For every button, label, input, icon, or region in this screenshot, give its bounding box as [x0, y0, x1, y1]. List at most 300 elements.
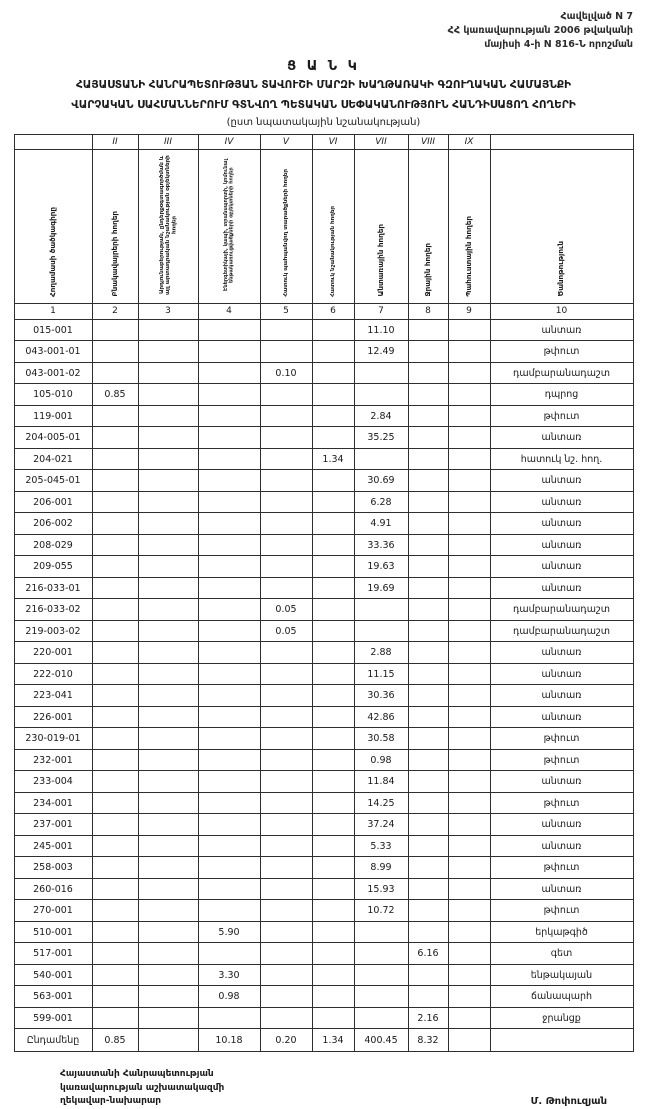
row-value-5	[260, 771, 312, 793]
row-value-3	[138, 620, 198, 642]
row-value-8	[408, 728, 448, 750]
row-value-4	[198, 814, 260, 836]
row-value-5: 0.05	[260, 620, 312, 642]
row-value-3	[138, 921, 198, 943]
row-value-8	[408, 771, 448, 793]
row-value-4	[198, 341, 260, 363]
row-value-8	[408, 362, 448, 384]
row-code: 223-041	[14, 685, 92, 707]
row-value-8: 2.16	[408, 1007, 448, 1029]
table-row	[14, 986, 633, 1008]
total-c7: 400.45	[354, 1029, 408, 1052]
signature-role-line-3: ղեկավար-նախարար	[60, 1096, 162, 1107]
total-c4: 10.18	[198, 1029, 260, 1052]
row-value-2	[92, 341, 138, 363]
row-value-5	[260, 513, 312, 535]
table-row	[14, 685, 633, 707]
row-note: անտառ	[490, 706, 633, 728]
row-note: երկաթգիծ	[490, 921, 633, 943]
row-note: թփուտ	[490, 792, 633, 814]
table-row	[14, 513, 633, 535]
row-value-7	[354, 620, 408, 642]
row-value-2	[92, 448, 138, 470]
row-value-7	[354, 921, 408, 943]
table-row	[14, 706, 633, 728]
header-cell-industry	[138, 149, 198, 303]
row-code: 204-021	[14, 448, 92, 470]
roman-cell-8: VIII	[408, 134, 448, 149]
header-cell-energy	[198, 149, 260, 303]
table-roman-row	[14, 134, 633, 149]
row-value-4	[198, 878, 260, 900]
row-value-6	[312, 556, 354, 578]
row-value-8	[408, 835, 448, 857]
row-value-7	[354, 599, 408, 621]
row-code: 206-002	[14, 513, 92, 535]
row-value-8	[408, 986, 448, 1008]
row-value-3	[138, 642, 198, 664]
row-value-3	[138, 513, 198, 535]
row-value-6: 1.34	[312, 448, 354, 470]
row-value-6	[312, 728, 354, 750]
row-value-2	[92, 405, 138, 427]
header-cell-note	[490, 149, 633, 303]
row-value-6	[312, 384, 354, 406]
row-value-4	[198, 534, 260, 556]
row-code: 119-001	[14, 405, 92, 427]
row-value-2	[92, 534, 138, 556]
colnum-1: 1	[14, 303, 92, 319]
header-cell-settlement	[92, 149, 138, 303]
row-value-8	[408, 749, 448, 771]
row-value-8	[408, 384, 448, 406]
row-value-5	[260, 835, 312, 857]
row-value-6	[312, 814, 354, 836]
row-value-9	[448, 1007, 490, 1029]
row-value-8	[408, 491, 448, 513]
row-value-5	[260, 1007, 312, 1029]
row-value-3	[138, 362, 198, 384]
table-row	[14, 642, 633, 664]
row-value-2	[92, 577, 138, 599]
row-value-2	[92, 792, 138, 814]
row-value-9	[448, 900, 490, 922]
row-value-9	[448, 835, 490, 857]
row-value-7: 4.91	[354, 513, 408, 535]
row-value-4	[198, 556, 260, 578]
row-value-4	[198, 620, 260, 642]
row-value-9	[448, 577, 490, 599]
row-value-2	[92, 835, 138, 857]
row-value-3	[138, 556, 198, 578]
row-value-2	[92, 362, 138, 384]
row-value-9	[448, 534, 490, 556]
row-note: անտառ	[490, 491, 633, 513]
row-code: 043-001-02	[14, 362, 92, 384]
row-value-3	[138, 986, 198, 1008]
row-value-4	[198, 513, 260, 535]
row-value-4: 0.98	[198, 986, 260, 1008]
row-value-6	[312, 986, 354, 1008]
row-value-8	[408, 663, 448, 685]
row-value-4	[198, 835, 260, 857]
row-note: անտառ	[490, 513, 633, 535]
row-value-2	[92, 620, 138, 642]
row-code: 245-001	[14, 835, 92, 857]
colnum-10: 10	[490, 303, 633, 319]
row-note: անտառ	[490, 427, 633, 449]
table-row	[14, 749, 633, 771]
row-code: 206-001	[14, 491, 92, 513]
row-code: 234-001	[14, 792, 92, 814]
table-row	[14, 362, 633, 384]
row-value-5	[260, 319, 312, 341]
row-value-3	[138, 663, 198, 685]
row-value-9	[448, 685, 490, 707]
row-value-5	[260, 900, 312, 922]
row-value-5	[260, 556, 312, 578]
row-value-3	[138, 427, 198, 449]
row-value-8	[408, 921, 448, 943]
row-value-8	[408, 319, 448, 341]
row-value-2	[92, 513, 138, 535]
row-value-6	[312, 900, 354, 922]
row-value-7: 15.93	[354, 878, 408, 900]
row-value-8	[408, 556, 448, 578]
total-c3	[138, 1029, 198, 1052]
row-value-6	[312, 749, 354, 771]
row-value-6	[312, 427, 354, 449]
row-value-3	[138, 405, 198, 427]
total-label: Ընդամենը	[14, 1029, 92, 1052]
row-value-4: 5.90	[198, 921, 260, 943]
row-code: 233-004	[14, 771, 92, 793]
row-value-6	[312, 319, 354, 341]
row-value-8	[408, 427, 448, 449]
colnum-8: 8	[408, 303, 448, 319]
row-code: 220-001	[14, 642, 92, 664]
total-note	[490, 1029, 633, 1052]
row-note: թփուտ	[490, 857, 633, 879]
row-value-2	[92, 964, 138, 986]
header-label-reserve: Պահուստային հողեր	[463, 216, 473, 297]
row-value-9	[448, 921, 490, 943]
row-value-9	[448, 943, 490, 965]
table-number-row	[14, 303, 633, 319]
row-note: դամբարանադաշտ	[490, 599, 633, 621]
row-value-4	[198, 384, 260, 406]
row-value-3	[138, 964, 198, 986]
table-row	[14, 1007, 633, 1029]
header-cell-special	[312, 149, 354, 303]
row-value-9	[448, 728, 490, 750]
row-value-6	[312, 792, 354, 814]
table-row	[14, 857, 633, 879]
row-value-8	[408, 470, 448, 492]
row-note: անտառ	[490, 470, 633, 492]
row-value-4	[198, 642, 260, 664]
roman-cell-6: VI	[312, 134, 354, 149]
row-value-5	[260, 986, 312, 1008]
row-value-6	[312, 857, 354, 879]
header-label-protected: Հատուկ պահպանվող տարածքների հողեր	[282, 169, 289, 297]
row-value-2: 0.85	[92, 384, 138, 406]
table-row	[14, 921, 633, 943]
header-cell-reserve	[448, 149, 490, 303]
total-c9	[448, 1029, 490, 1052]
row-value-9	[448, 663, 490, 685]
table-row	[14, 448, 633, 470]
row-value-8	[408, 900, 448, 922]
table-row	[14, 943, 633, 965]
row-value-8	[408, 642, 448, 664]
row-value-3	[138, 835, 198, 857]
row-value-6	[312, 513, 354, 535]
row-value-2	[92, 900, 138, 922]
row-value-5	[260, 921, 312, 943]
row-value-4	[198, 319, 260, 341]
row-value-9	[448, 814, 490, 836]
table-row	[14, 835, 633, 857]
row-note: հատուկ նշ. հող.	[490, 448, 633, 470]
table-row	[14, 878, 633, 900]
row-note: ենթակայան	[490, 964, 633, 986]
row-value-4	[198, 577, 260, 599]
row-value-2	[92, 1007, 138, 1029]
row-value-8: 6.16	[408, 943, 448, 965]
table-row	[14, 491, 633, 513]
row-value-5: 0.10	[260, 362, 312, 384]
row-note: անտառ	[490, 835, 633, 857]
row-code: 599-001	[14, 1007, 92, 1029]
annex-line-3: մայիսի 4-ի N 816-Ն որոշման	[484, 38, 633, 50]
table-row	[14, 964, 633, 986]
row-value-4	[198, 1007, 260, 1029]
page-title: Ց Ա Ն Կ	[287, 59, 360, 75]
row-value-9	[448, 620, 490, 642]
row-value-8	[408, 857, 448, 879]
row-value-3	[138, 534, 198, 556]
total-c6: 1.34	[312, 1029, 354, 1052]
row-value-6	[312, 341, 354, 363]
row-value-5	[260, 685, 312, 707]
header-label-energy: Էներգետիկայի, կապի, տրանսպորտի, կոմունալ ենթակառուցվածքների օբյեկտների հողեր	[222, 158, 234, 291]
row-value-3	[138, 319, 198, 341]
row-value-3	[138, 728, 198, 750]
signature-role-line-2: կառավարության աշխատակազմի	[60, 1082, 225, 1093]
row-value-7: 35.25	[354, 427, 408, 449]
row-value-7: 11.10	[354, 319, 408, 341]
row-value-2	[92, 491, 138, 513]
row-value-5	[260, 706, 312, 728]
row-value-3	[138, 1007, 198, 1029]
row-value-9	[448, 771, 490, 793]
roman-cell-4: IV	[198, 134, 260, 149]
total-c5: 0.20	[260, 1029, 312, 1052]
row-value-9	[448, 513, 490, 535]
subtitle-line-2: ՎԱՐՉԱԿԱՆ ՍԱՀՄԱՆՆԵՐՈՒՄ ԳՏՆՎՈՂ ՊԵՏԱԿԱՆ ՍԵՓԱԿԱՆՈՒԹՅՈՒՆ ՀԱՆԴԻՍԱՑՈՂ ՀՈՂԵՐԻ	[71, 99, 576, 112]
row-value-3	[138, 749, 198, 771]
row-value-8	[408, 513, 448, 535]
row-value-9	[448, 405, 490, 427]
row-value-7: 5.33	[354, 835, 408, 857]
row-value-2	[92, 857, 138, 879]
row-value-2	[92, 878, 138, 900]
row-note: անտառ	[490, 556, 633, 578]
row-value-9	[448, 362, 490, 384]
row-value-6	[312, 1007, 354, 1029]
row-value-2	[92, 749, 138, 771]
table-row	[14, 814, 633, 836]
row-value-5	[260, 857, 312, 879]
row-value-3	[138, 470, 198, 492]
row-value-8	[408, 706, 448, 728]
row-value-7: 0.98	[354, 749, 408, 771]
row-value-7: 11.15	[354, 663, 408, 685]
row-value-2	[92, 986, 138, 1008]
row-code: 563-001	[14, 986, 92, 1008]
row-value-7	[354, 362, 408, 384]
row-value-4	[198, 685, 260, 707]
subtitle-line-1: ՀԱՅԱՍՏԱՆԻ ՀԱՆՐԱՊԵՏՈՒԹՅԱՆ ՏԱՎՈՒՇԻ ՄԱՐԶԻ ԽԱՂԹԱՌԱԿԻ ԳԶՈՒՂԱԿԱՆ ՀԱՄԱՅՆՔԻ	[75, 79, 572, 92]
row-value-9	[448, 964, 490, 986]
row-value-9	[448, 749, 490, 771]
row-value-2	[92, 921, 138, 943]
row-value-6	[312, 663, 354, 685]
table-row	[14, 384, 633, 406]
row-value-5: 0.05	[260, 599, 312, 621]
row-value-5	[260, 470, 312, 492]
header-cell-forest	[354, 149, 408, 303]
row-value-7: 10.72	[354, 900, 408, 922]
row-value-6	[312, 620, 354, 642]
row-value-9	[448, 792, 490, 814]
row-value-5	[260, 749, 312, 771]
row-value-8	[408, 792, 448, 814]
row-note: անտառ	[490, 319, 633, 341]
row-code: 216-033-02	[14, 599, 92, 621]
table-row	[14, 319, 633, 341]
row-value-9	[448, 556, 490, 578]
colnum-2: 2	[92, 303, 138, 319]
row-note: թփուտ	[490, 900, 633, 922]
table-row	[14, 663, 633, 685]
row-value-8	[408, 534, 448, 556]
row-note: անտառ	[490, 685, 633, 707]
row-value-5	[260, 878, 312, 900]
row-value-5	[260, 964, 312, 986]
colnum-7: 7	[354, 303, 408, 319]
colnum-6: 6	[312, 303, 354, 319]
header-label-water: Ջրային հողեր	[422, 243, 432, 297]
row-value-3	[138, 384, 198, 406]
row-value-7: 30.58	[354, 728, 408, 750]
colnum-9: 9	[448, 303, 490, 319]
row-note: թփուտ	[490, 728, 633, 750]
row-value-7: 19.69	[354, 577, 408, 599]
row-value-3	[138, 771, 198, 793]
row-value-3	[138, 599, 198, 621]
row-value-4	[198, 599, 260, 621]
annex-reference	[0, 10, 633, 51]
row-value-5	[260, 663, 312, 685]
row-value-5	[260, 448, 312, 470]
table-row	[14, 620, 633, 642]
row-value-4: 3.30	[198, 964, 260, 986]
row-value-7: 12.49	[354, 341, 408, 363]
row-note: դպրոց	[490, 384, 633, 406]
row-value-7	[354, 384, 408, 406]
row-value-3	[138, 577, 198, 599]
row-value-2	[92, 470, 138, 492]
row-note: ջրանցք	[490, 1007, 633, 1029]
row-value-7: 2.84	[354, 405, 408, 427]
row-code: 517-001	[14, 943, 92, 965]
row-value-7: 14.25	[354, 792, 408, 814]
row-value-4	[198, 470, 260, 492]
row-code: 219-003-02	[14, 620, 92, 642]
row-value-7: 19.63	[354, 556, 408, 578]
row-code: 260-016	[14, 878, 92, 900]
row-code: 230-019-01	[14, 728, 92, 750]
total-c2: 0.85	[92, 1029, 138, 1052]
row-value-5	[260, 405, 312, 427]
row-value-4	[198, 749, 260, 771]
row-value-9	[448, 448, 490, 470]
row-value-7: 6.28	[354, 491, 408, 513]
row-note: դամբարանադաշտ	[490, 620, 633, 642]
row-value-6	[312, 599, 354, 621]
table-row	[14, 577, 633, 599]
row-value-8	[408, 341, 448, 363]
row-code: 209-055	[14, 556, 92, 578]
row-value-7: 11.84	[354, 771, 408, 793]
row-code: 258-003	[14, 857, 92, 879]
row-code: 222-010	[14, 663, 92, 685]
row-value-9	[448, 599, 490, 621]
row-value-3	[138, 900, 198, 922]
row-note: թփուտ	[490, 405, 633, 427]
table-row	[14, 900, 633, 922]
table-row	[14, 792, 633, 814]
signature-role	[60, 1068, 224, 1109]
row-value-8	[408, 685, 448, 707]
row-code: 208-029	[14, 534, 92, 556]
row-value-8	[408, 448, 448, 470]
row-value-4	[198, 943, 260, 965]
colnum-4: 4	[198, 303, 260, 319]
row-code: 015-001	[14, 319, 92, 341]
row-value-6	[312, 534, 354, 556]
roman-cell-2: II	[92, 134, 138, 149]
row-code: 232-001	[14, 749, 92, 771]
row-value-4	[198, 792, 260, 814]
row-value-9	[448, 878, 490, 900]
row-value-4	[198, 491, 260, 513]
row-value-5	[260, 491, 312, 513]
row-value-5	[260, 427, 312, 449]
row-value-2	[92, 685, 138, 707]
row-value-3	[138, 685, 198, 707]
row-value-8	[408, 405, 448, 427]
row-value-3	[138, 814, 198, 836]
row-code: 270-001	[14, 900, 92, 922]
header-label-settlement: Բնակավայրերի հողեր	[109, 211, 119, 297]
row-value-7	[354, 1007, 408, 1029]
table-row	[14, 534, 633, 556]
row-value-6	[312, 577, 354, 599]
row-value-6	[312, 835, 354, 857]
